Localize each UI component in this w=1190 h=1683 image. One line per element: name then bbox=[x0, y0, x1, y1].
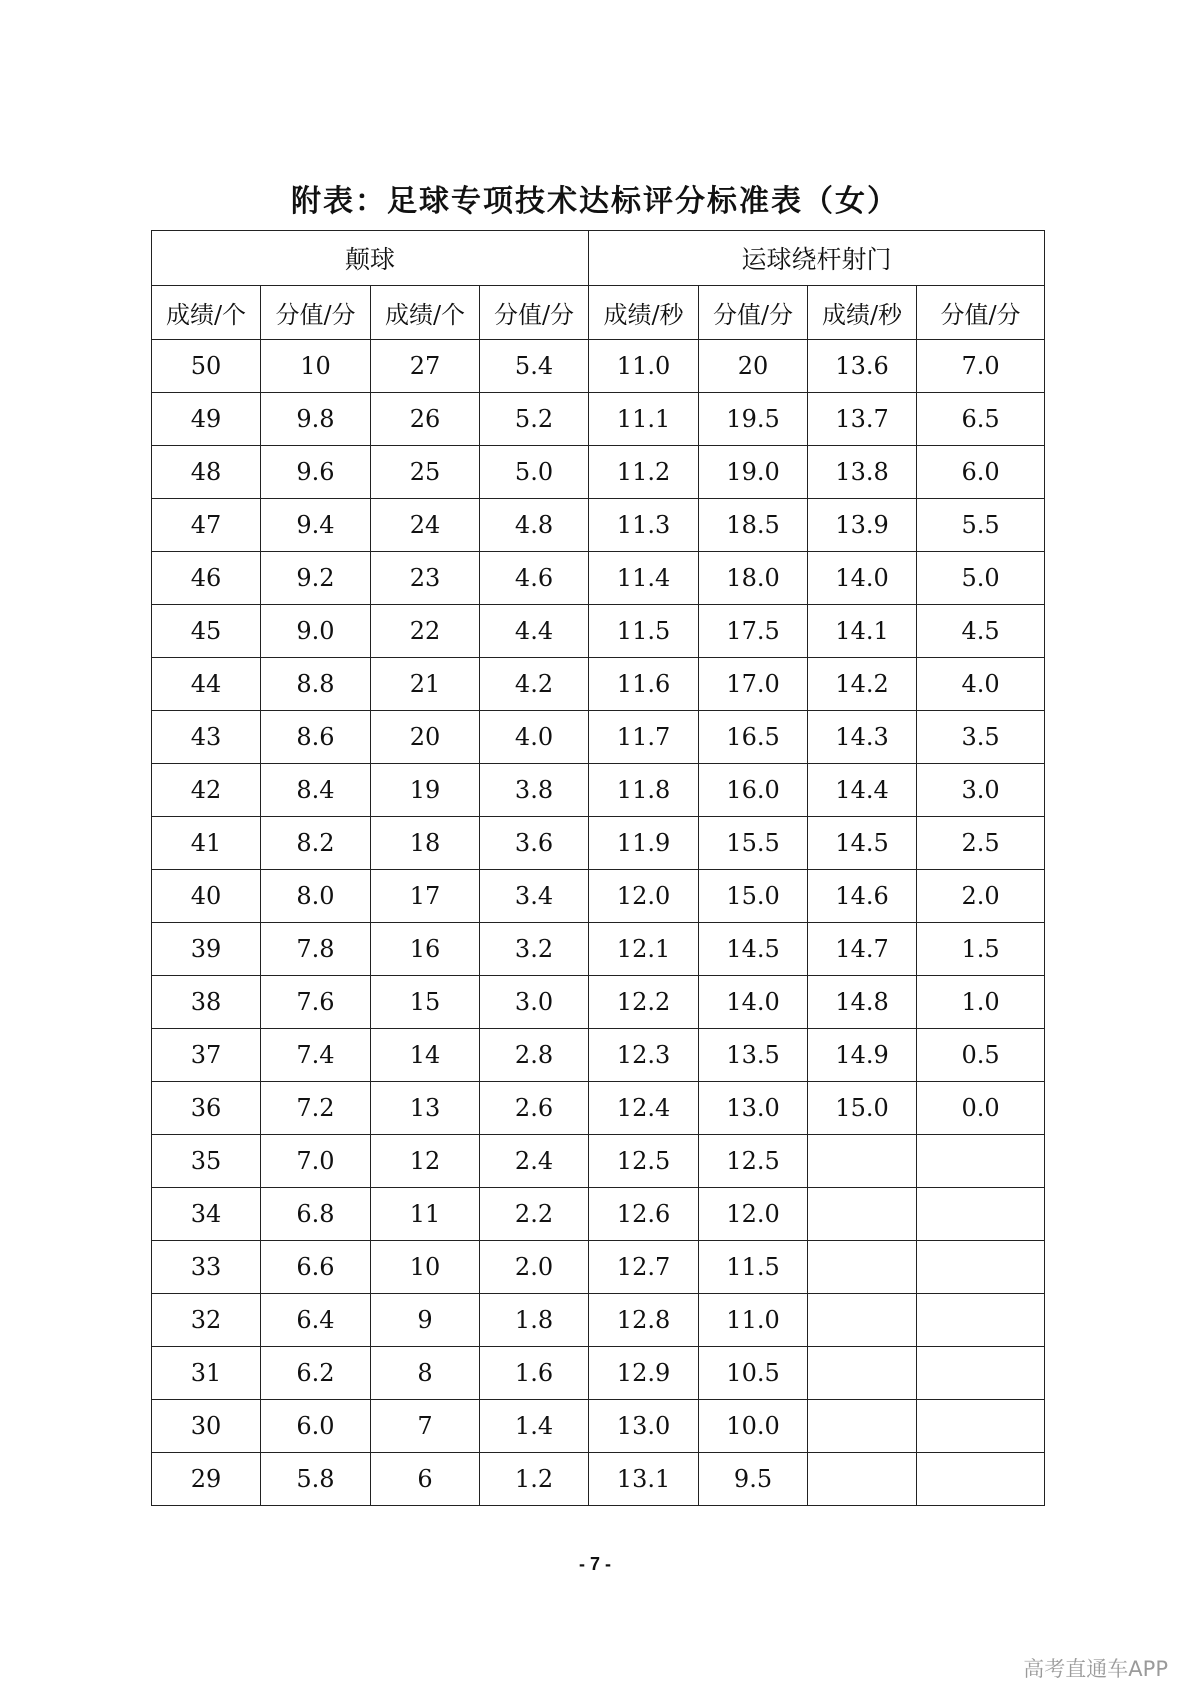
table-cell: 3.5 bbox=[917, 711, 1045, 764]
table-cell: 12.3 bbox=[589, 1029, 699, 1082]
table-cell: 26 bbox=[371, 393, 480, 446]
table-body bbox=[152, 340, 1045, 1506]
table-cell: 2.0 bbox=[917, 870, 1045, 923]
table-cell bbox=[808, 1294, 917, 1347]
table-cell: 37 bbox=[152, 1029, 261, 1082]
table-cell: 23 bbox=[371, 552, 480, 605]
table-row bbox=[152, 1347, 1045, 1400]
group-header-juggling: 颠球 bbox=[152, 231, 589, 286]
watermark: 高考直通车APP bbox=[1023, 1657, 1168, 1681]
table-cell: 7.8 bbox=[261, 923, 371, 976]
table-cell: 9.4 bbox=[261, 499, 371, 552]
table-cell: 6.2 bbox=[261, 1347, 371, 1400]
table-cell: 7.4 bbox=[261, 1029, 371, 1082]
table-cell: 4.4 bbox=[480, 605, 589, 658]
table-cell: 6.6 bbox=[261, 1241, 371, 1294]
table-cell bbox=[808, 1400, 917, 1453]
column-header: 成绩/个 bbox=[152, 286, 261, 340]
table-cell: 25 bbox=[371, 446, 480, 499]
table-cell: 44 bbox=[152, 658, 261, 711]
table-cell: 11.6 bbox=[589, 658, 699, 711]
table-cell: 14.9 bbox=[808, 1029, 917, 1082]
table-cell: 3.2 bbox=[480, 923, 589, 976]
table-row bbox=[152, 817, 1045, 870]
table-cell: 12.4 bbox=[589, 1082, 699, 1135]
table-cell: 2.5 bbox=[917, 817, 1045, 870]
table-cell: 5.5 bbox=[917, 499, 1045, 552]
table-cell: 0.5 bbox=[917, 1029, 1045, 1082]
table-cell: 46 bbox=[152, 552, 261, 605]
table-cell bbox=[808, 1453, 917, 1506]
table-cell: 18.5 bbox=[699, 499, 808, 552]
table-cell: 4.0 bbox=[480, 711, 589, 764]
table-cell: 41 bbox=[152, 817, 261, 870]
table-cell bbox=[917, 1347, 1045, 1400]
table-cell: 6.8 bbox=[261, 1188, 371, 1241]
table-row bbox=[152, 1241, 1045, 1294]
table-cell: 2.4 bbox=[480, 1135, 589, 1188]
table-cell: 12.8 bbox=[589, 1294, 699, 1347]
column-header: 成绩/秒 bbox=[808, 286, 917, 340]
table-cell: 5.8 bbox=[261, 1453, 371, 1506]
table-cell: 34 bbox=[152, 1188, 261, 1241]
column-header: 分值/分 bbox=[480, 286, 589, 340]
table-cell: 8.4 bbox=[261, 764, 371, 817]
table-row bbox=[152, 976, 1045, 1029]
table-cell: 50 bbox=[152, 340, 261, 393]
table-cell: 9.8 bbox=[261, 393, 371, 446]
table-cell: 13.6 bbox=[808, 340, 917, 393]
table-cell: 1.8 bbox=[480, 1294, 589, 1347]
group-header-dribble-shoot: 运球绕杆射门 bbox=[589, 231, 1045, 286]
table-row bbox=[152, 1453, 1045, 1506]
table-cell: 12.5 bbox=[699, 1135, 808, 1188]
table-cell: 10.0 bbox=[699, 1400, 808, 1453]
table-cell: 12.0 bbox=[699, 1188, 808, 1241]
table-cell bbox=[808, 1135, 917, 1188]
page-title: 附表：足球专项技术达标评分标准表（女） bbox=[291, 184, 899, 219]
table-cell: 4.2 bbox=[480, 658, 589, 711]
table-cell: 13.8 bbox=[808, 446, 917, 499]
column-header: 分值/分 bbox=[917, 286, 1045, 340]
table-cell: 22 bbox=[371, 605, 480, 658]
table-cell: 12.6 bbox=[589, 1188, 699, 1241]
table-row bbox=[152, 870, 1045, 923]
table-cell: 4.0 bbox=[917, 658, 1045, 711]
table-cell: 19 bbox=[371, 764, 480, 817]
column-header: 成绩/个 bbox=[371, 286, 480, 340]
table-cell: 15.0 bbox=[808, 1082, 917, 1135]
table-row bbox=[152, 340, 1045, 393]
column-header: 分值/分 bbox=[261, 286, 371, 340]
table-cell: 11.9 bbox=[589, 817, 699, 870]
table-row bbox=[152, 711, 1045, 764]
table-row bbox=[152, 1082, 1045, 1135]
table-cell: 35 bbox=[152, 1135, 261, 1188]
table-cell: 1.0 bbox=[917, 976, 1045, 1029]
table-cell: 11 bbox=[371, 1188, 480, 1241]
table-cell: 12.0 bbox=[589, 870, 699, 923]
table-cell: 39 bbox=[152, 923, 261, 976]
table-cell: 7.0 bbox=[917, 340, 1045, 393]
table-row bbox=[152, 1029, 1045, 1082]
table-cell: 11.1 bbox=[589, 393, 699, 446]
table-cell: 42 bbox=[152, 764, 261, 817]
table-cell: 14.7 bbox=[808, 923, 917, 976]
table-cell: 2.2 bbox=[480, 1188, 589, 1241]
table-cell: 27 bbox=[371, 340, 480, 393]
table-cell: 9.0 bbox=[261, 605, 371, 658]
table-cell: 14.1 bbox=[808, 605, 917, 658]
table-cell bbox=[917, 1453, 1045, 1506]
table-cell: 0.0 bbox=[917, 1082, 1045, 1135]
table-cell: 8.6 bbox=[261, 711, 371, 764]
table-cell: 3.4 bbox=[480, 870, 589, 923]
table-cell: 5.4 bbox=[480, 340, 589, 393]
table-cell: 16 bbox=[371, 923, 480, 976]
table-row bbox=[152, 1294, 1045, 1347]
table-cell: 10 bbox=[371, 1241, 480, 1294]
table-cell: 14.6 bbox=[808, 870, 917, 923]
table-cell: 8 bbox=[371, 1347, 480, 1400]
table-cell: 18.0 bbox=[699, 552, 808, 605]
table-row bbox=[152, 1135, 1045, 1188]
table-cell: 33 bbox=[152, 1241, 261, 1294]
table-cell: 14 bbox=[371, 1029, 480, 1082]
group-header-row bbox=[152, 231, 1045, 286]
column-header-row bbox=[152, 286, 1045, 340]
table-cell: 11.5 bbox=[589, 605, 699, 658]
scoring-standard-table bbox=[151, 230, 1045, 1506]
table-cell: 2.8 bbox=[480, 1029, 589, 1082]
table-cell: 6.0 bbox=[917, 446, 1045, 499]
table-cell: 16.0 bbox=[699, 764, 808, 817]
table-row bbox=[152, 1400, 1045, 1453]
table-row bbox=[152, 658, 1045, 711]
table-cell bbox=[808, 1241, 917, 1294]
table-row bbox=[152, 764, 1045, 817]
table-row bbox=[152, 552, 1045, 605]
table-cell: 14.0 bbox=[699, 976, 808, 1029]
table-cell: 13.7 bbox=[808, 393, 917, 446]
table-cell: 14.0 bbox=[808, 552, 917, 605]
table-cell: 6.5 bbox=[917, 393, 1045, 446]
table-cell: 47 bbox=[152, 499, 261, 552]
table-cell: 17.0 bbox=[699, 658, 808, 711]
table-cell: 40 bbox=[152, 870, 261, 923]
table-cell: 9 bbox=[371, 1294, 480, 1347]
table-cell: 13.5 bbox=[699, 1029, 808, 1082]
table-cell: 3.0 bbox=[917, 764, 1045, 817]
table-cell: 43 bbox=[152, 711, 261, 764]
table-cell: 8.2 bbox=[261, 817, 371, 870]
table-cell: 24 bbox=[371, 499, 480, 552]
table-cell: 11.0 bbox=[699, 1294, 808, 1347]
table-cell: 4.6 bbox=[480, 552, 589, 605]
table-cell: 7.6 bbox=[261, 976, 371, 1029]
table-cell: 6.0 bbox=[261, 1400, 371, 1453]
table-cell: 8.0 bbox=[261, 870, 371, 923]
table-cell: 11.2 bbox=[589, 446, 699, 499]
table-cell: 1.4 bbox=[480, 1400, 589, 1453]
table-cell: 15.5 bbox=[699, 817, 808, 870]
table-cell: 6.4 bbox=[261, 1294, 371, 1347]
table-cell: 32 bbox=[152, 1294, 261, 1347]
table-cell: 8.8 bbox=[261, 658, 371, 711]
table-row bbox=[152, 499, 1045, 552]
table-cell: 14.4 bbox=[808, 764, 917, 817]
table-cell: 48 bbox=[152, 446, 261, 499]
table-cell: 11.7 bbox=[589, 711, 699, 764]
table-cell: 13.1 bbox=[589, 1453, 699, 1506]
table-cell: 13.9 bbox=[808, 499, 917, 552]
table-cell: 1.6 bbox=[480, 1347, 589, 1400]
table-cell: 5.0 bbox=[480, 446, 589, 499]
table-cell: 11.8 bbox=[589, 764, 699, 817]
table-cell: 9.2 bbox=[261, 552, 371, 605]
table-cell: 14.3 bbox=[808, 711, 917, 764]
table-cell: 13.0 bbox=[699, 1082, 808, 1135]
table-cell: 15 bbox=[371, 976, 480, 1029]
table-cell: 11.5 bbox=[699, 1241, 808, 1294]
table-cell: 38 bbox=[152, 976, 261, 1029]
table-cell: 45 bbox=[152, 605, 261, 658]
table-cell: 17 bbox=[371, 870, 480, 923]
table-cell: 19.0 bbox=[699, 446, 808, 499]
table-cell: 11.3 bbox=[589, 499, 699, 552]
table-cell: 4.8 bbox=[480, 499, 589, 552]
table-cell bbox=[917, 1188, 1045, 1241]
table-row bbox=[152, 923, 1045, 976]
table-cell: 12.5 bbox=[589, 1135, 699, 1188]
table-cell: 3.0 bbox=[480, 976, 589, 1029]
table-cell: 12.2 bbox=[589, 976, 699, 1029]
table-cell: 15.0 bbox=[699, 870, 808, 923]
table-cell: 36 bbox=[152, 1082, 261, 1135]
table-cell: 12 bbox=[371, 1135, 480, 1188]
page-number: - 7 - bbox=[578, 1554, 611, 1574]
table-cell: 21 bbox=[371, 658, 480, 711]
table-row bbox=[152, 393, 1045, 446]
table-row bbox=[152, 1188, 1045, 1241]
table-cell: 13.0 bbox=[589, 1400, 699, 1453]
table-cell: 20 bbox=[371, 711, 480, 764]
table-cell: 11.4 bbox=[589, 552, 699, 605]
table-cell: 31 bbox=[152, 1347, 261, 1400]
table-cell bbox=[917, 1135, 1045, 1188]
table-row bbox=[152, 605, 1045, 658]
column-header: 成绩/秒 bbox=[589, 286, 699, 340]
table-cell: 7.2 bbox=[261, 1082, 371, 1135]
table-cell: 14.2 bbox=[808, 658, 917, 711]
table-cell: 12.9 bbox=[589, 1347, 699, 1400]
table-cell: 1.5 bbox=[917, 923, 1045, 976]
table-cell: 5.0 bbox=[917, 552, 1045, 605]
table-cell: 9.5 bbox=[699, 1453, 808, 1506]
table-cell: 16.5 bbox=[699, 711, 808, 764]
table-cell: 14.5 bbox=[808, 817, 917, 870]
table-cell: 12.1 bbox=[589, 923, 699, 976]
table-cell: 17.5 bbox=[699, 605, 808, 658]
table-cell: 3.8 bbox=[480, 764, 589, 817]
table-cell: 20 bbox=[699, 340, 808, 393]
table-cell: 5.2 bbox=[480, 393, 589, 446]
table-cell: 2.6 bbox=[480, 1082, 589, 1135]
table-cell bbox=[917, 1241, 1045, 1294]
table-cell: 19.5 bbox=[699, 393, 808, 446]
table-cell bbox=[808, 1347, 917, 1400]
table-cell bbox=[808, 1188, 917, 1241]
table-cell: 1.2 bbox=[480, 1453, 589, 1506]
table-cell: 12.7 bbox=[589, 1241, 699, 1294]
table-row bbox=[152, 446, 1045, 499]
table-cell bbox=[917, 1400, 1045, 1453]
table-cell: 3.6 bbox=[480, 817, 589, 870]
table-cell: 14.8 bbox=[808, 976, 917, 1029]
table-cell: 10.5 bbox=[699, 1347, 808, 1400]
table-cell: 4.5 bbox=[917, 605, 1045, 658]
table-cell: 30 bbox=[152, 1400, 261, 1453]
table-cell: 6 bbox=[371, 1453, 480, 1506]
table-cell: 14.5 bbox=[699, 923, 808, 976]
table-cell: 29 bbox=[152, 1453, 261, 1506]
table-cell: 11.0 bbox=[589, 340, 699, 393]
table-cell: 9.6 bbox=[261, 446, 371, 499]
table-cell: 49 bbox=[152, 393, 261, 446]
table-cell: 7 bbox=[371, 1400, 480, 1453]
table-cell bbox=[917, 1294, 1045, 1347]
column-header: 分值/分 bbox=[699, 286, 808, 340]
table-cell: 18 bbox=[371, 817, 480, 870]
table-cell: 10 bbox=[261, 340, 371, 393]
table-cell: 7.0 bbox=[261, 1135, 371, 1188]
table-cell: 13 bbox=[371, 1082, 480, 1135]
table-cell: 2.0 bbox=[480, 1241, 589, 1294]
